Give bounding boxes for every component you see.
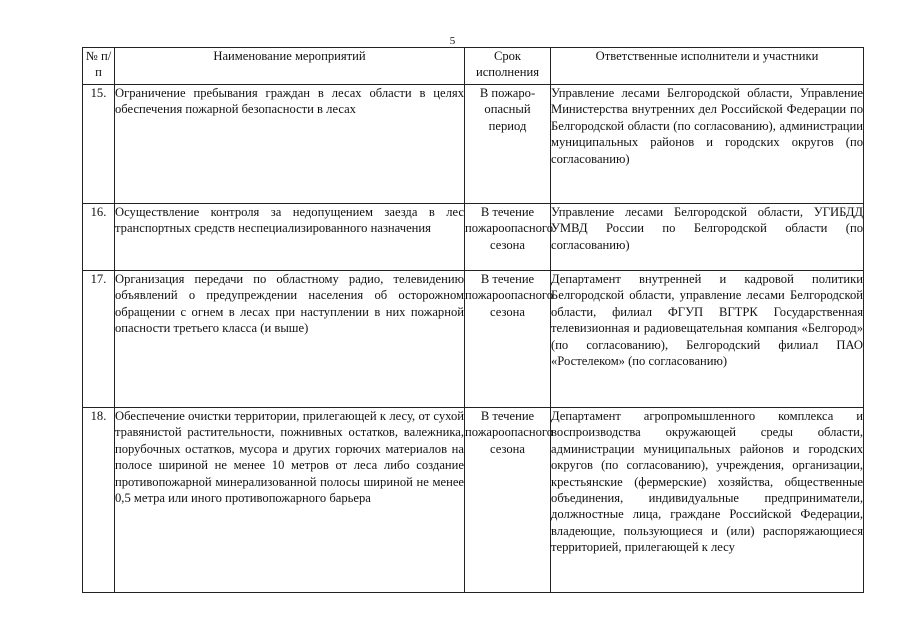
row-responsible: Департамент агропромышленного комплекса и воспроизводства окружающей среды области, администрации муниципальных районов и городских округов (по согласованию), учреждения, организации, крестьянские (фермерские) хозяйства, общественные объединения, индивидуальные предприниматели, должностные лица, граждане Российской Федерации, владеющие, пользующиеся и (или) распоряжающиеся территорией, прилегающей к лесу [551,408,864,593]
header-responsible: Ответственные исполнители и участники [551,48,864,85]
row-term: В пожаро-опасный период [465,85,551,204]
row-measure-name: Ограничение пребывания граждан в лесах области в целях обеспечения пожарной безопасности в лесах [115,85,465,204]
row-term: В течение пожароопасного сезона [465,408,551,593]
header-measure-name: Наименование мероприятий [115,48,465,85]
row-responsible: Департамент внутренней и кадровой политики Белгородской области, управление лесами Белгородской области, филиал ФГУП ВГТРК Государственная телевизионная и радиовещательная компания «Белгород» (по согласованию), Белгородский филиал ПАО «Ростелеком» (по согласованию) [551,271,864,408]
row-number: 17. [83,271,115,408]
row-measure-name: Обеспечение очистки территории, прилегающей к лесу, от сухой травянистой растительности, пожнивных остатков, валежника, порубочных остатков, мусора и других горючих материалов на полосе шириной не менее 10 метров от леса либо создание противопожарной минерализованной полосы шириной не менее 0,5 метра или иного противопожарного барьера [115,408,465,593]
row-responsible: Управление лесами Белгородской области, Управление Министерства внутренних дел Российской Федерации по Белгородской области (по согласованию), администрации муниципальных районов и городских округов (по согласованию) [551,85,864,204]
row-term: В течение пожароопасного сезона [465,271,551,408]
table-header-row [83,48,864,85]
measures-table [82,47,864,593]
row-responsible: Управление лесами Белгородской области, УГИБДД УМВД России по Белгородской области (по согласованию) [551,204,864,271]
table-row [83,85,864,204]
table-row [83,204,864,271]
row-measure-name: Осуществление контроля за недопущением заезда в лес транспортных средств неспециализированного назначения [115,204,465,271]
row-measure-name: Организация передачи по областному радио, телевидению объявлений о предупреждении населения об осторожном обращении с огнем в лесах при наступлении в них пожарной опасности третьего класса (и выше) [115,271,465,408]
page-number: 5 [449,35,456,47]
header-number: № п/п [83,48,115,85]
row-number: 15. [83,85,115,204]
row-number: 18. [83,408,115,593]
row-number: 16. [83,204,115,271]
table-row [83,271,864,408]
row-term: В течение пожароопасного сезона [465,204,551,271]
table-row [83,408,864,593]
header-term: Срок исполнения [465,48,551,85]
